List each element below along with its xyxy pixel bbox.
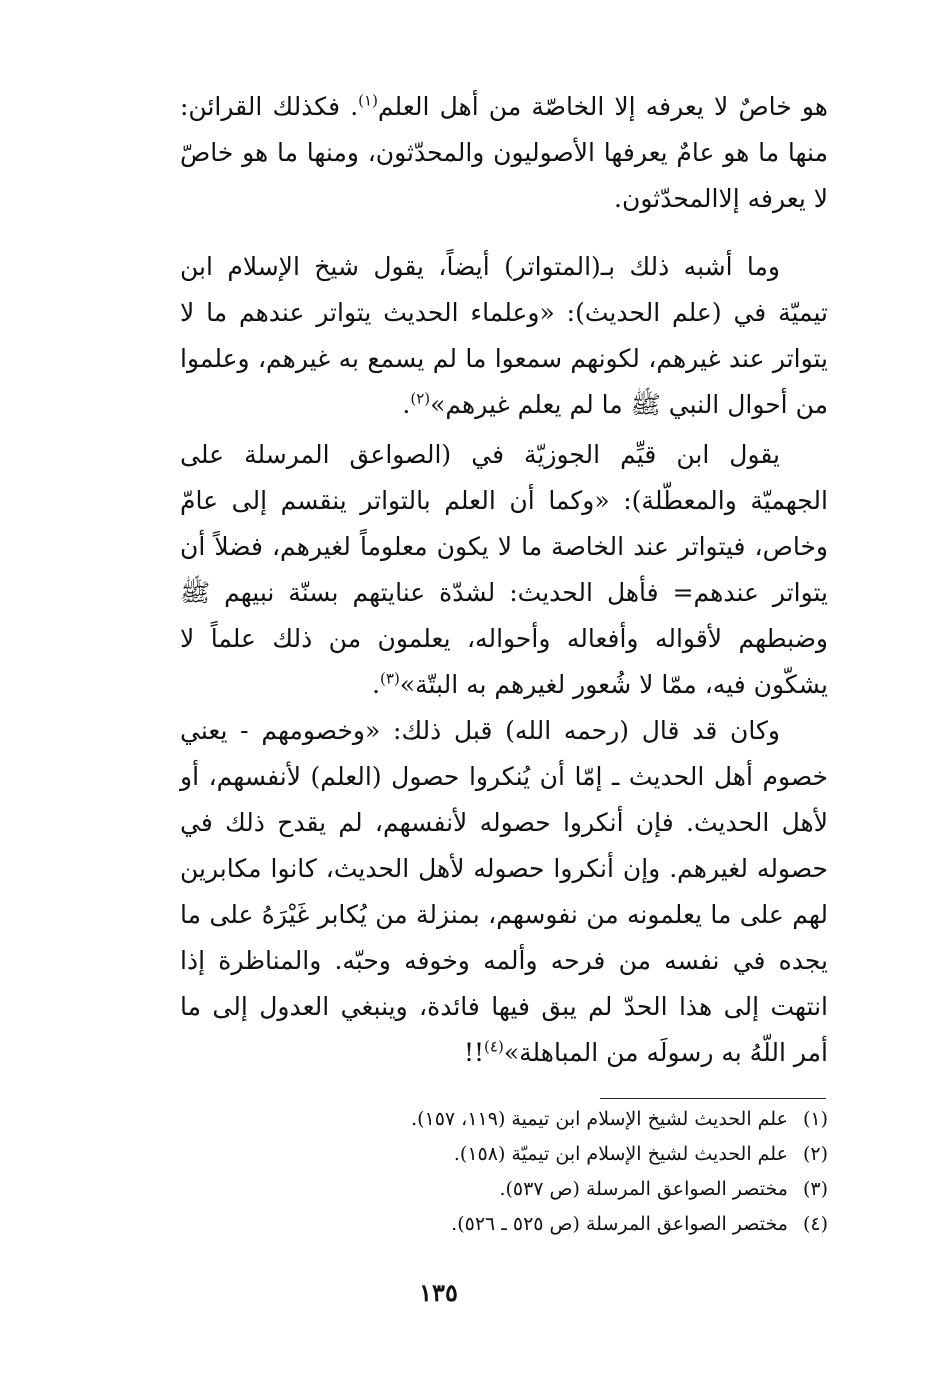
paragraph-3-text: يقول ابن قيِّم الجوزيّة في (الصواعق المرسلة على الجهميّة والمعطّلة): «وكما أن العلم بالتواتر ينقسم إلى عامّ وخاص، فيتواتر عند الخاصة ما لا يكون معلوماً لغيرهم، فضلاً أن يتواتر عندهم= فأهل الحديث: لشدّة عنايتهم بسنّة نبيهم ﷺ وضبطهم لأقواله وأفعاله وأحواله، يعلمون من ذلك علماً لا يشكّون فيه، ممّا لا شُعور لغيرهم به البتّة»: [180, 440, 828, 699]
paragraph-2-text: وما أشبه ذلك بـ(المتواتر) أيضاً، يقول شيخ الإسلام ابن تيميّة في (علم الحديث): «وعلماء الحديث يتواتر عندهم ما لا يتواتر عند غيرهم، لكونهم سمعوا ما لم يسمع به غيرهم، وعلموا من أحوال النبي ﷺ ما لم يعلم غيرهم»: [180, 252, 828, 419]
paragraph-1-text: هو خاصٌ لا يعرفه إلا الخاصّة من أهل العلم: [377, 92, 828, 121]
footnote-ref-1: (١): [358, 91, 378, 110]
footnote-number: (١): [802, 1108, 828, 1130]
footnote-ref-3: (٣): [380, 669, 400, 688]
footnote-1: [300, 1102, 828, 1137]
paragraph-2: [180, 244, 828, 428]
footnotes: [300, 1102, 828, 1242]
footnote-number: (٤): [802, 1213, 828, 1235]
footnote-divider: [600, 1098, 826, 1099]
paragraph-2-tail: .: [402, 390, 411, 419]
paragraph-3: [180, 432, 828, 708]
footnote-text: علم الحديث لشيخ الإسلام ابن تيميّة (١٥٨).: [453, 1143, 788, 1165]
footnote-number: (٣): [802, 1178, 828, 1200]
footnote-2: [300, 1137, 828, 1172]
footnote-ref-2: (٢): [410, 389, 431, 408]
footnote-3: [300, 1172, 828, 1207]
paragraph-4: [180, 708, 828, 1076]
paragraph-1-tail: . فكذلك القرائن: منها ما هو عامٌ يعرفها الأصوليون والمحدّثون، ومنها ما هو خاصّ لا يعرفه إلاالمحدّثون.: [180, 92, 828, 213]
paragraph-4-text: وكان قد قال (رحمه الله) قبل ذلك: «وخصومهم - يعني خصوم أهل الحديث ـ إمّا أن يُنكروا حصول (العلم) لأنفسهم، أو لأهل الحديث. فإن أنكروا حصوله لأنفسهم، لم يقدح ذلك في حصوله لغيرهم. وإن أنكروا حصوله لأهل الحديث، كانوا مكابرين لهم على ما يعلمونه من نفوسهم، بمنزلة من يُكابر غَيْرَهُ على ما يجده في نفسه من فرحه وألمه وخوفه وحبّه. والمناظرة إذا انتهت إلى هذا الحدّ لم يبق فيها فائدة، وينبغي العدول إلى ما أمر اللّهُ به رسولَه من المباهلة»: [180, 716, 828, 1067]
footnote-text: مختصر الصواعق المرسلة (ص ٥٢٥ ـ ٥٢٦).: [451, 1213, 788, 1235]
paragraph-1: [180, 84, 828, 222]
footnote-4: [300, 1207, 828, 1242]
footnote-ref-4: (٤): [484, 1037, 504, 1056]
footnote-number: (٢): [802, 1143, 828, 1165]
paragraph-4-tail: !!: [463, 1038, 485, 1067]
page-number: ١٣٥: [419, 1278, 458, 1307]
footnote-text: علم الحديث لشيخ الإسلام ابن تيمية (١١٩، ١٥٧).: [411, 1108, 788, 1130]
footnote-text: مختصر الصواعق المرسلة (ص ٥٣٧).: [499, 1178, 788, 1200]
paragraph-3-tail: .: [372, 670, 381, 699]
